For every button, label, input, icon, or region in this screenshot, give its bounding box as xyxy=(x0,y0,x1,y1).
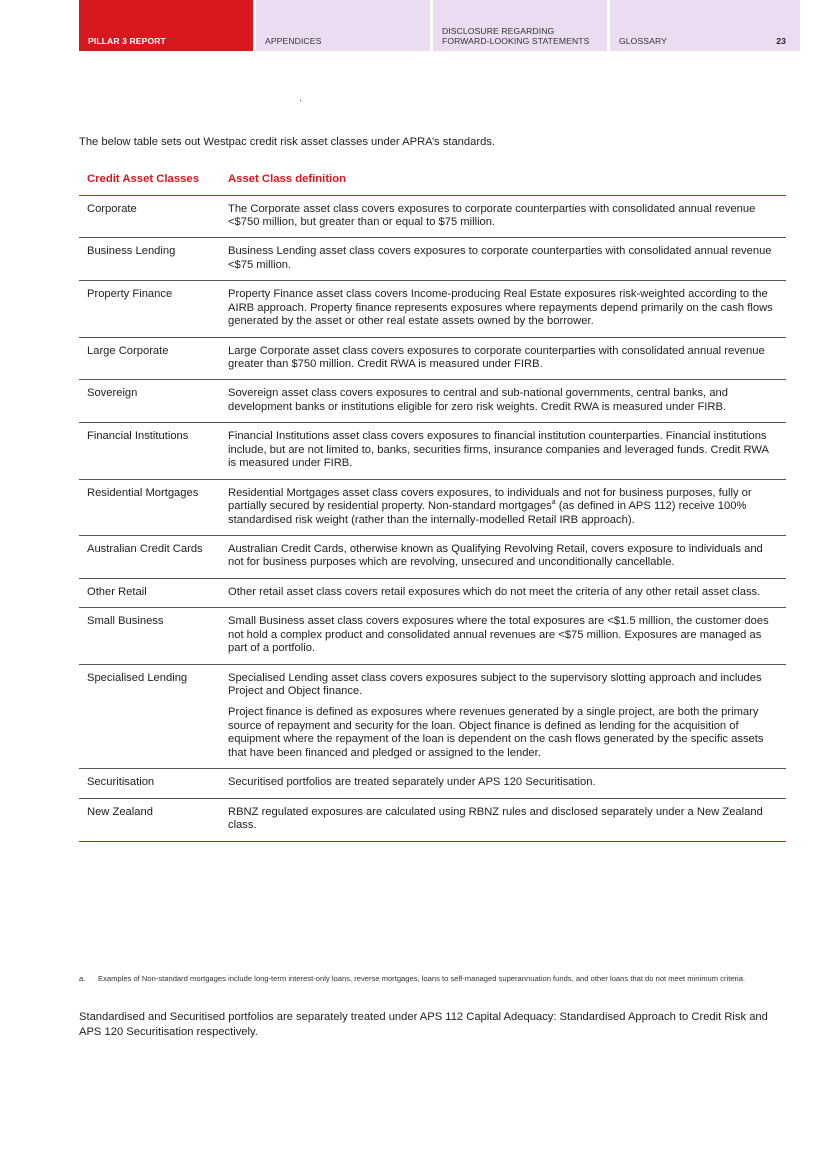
closing-paragraph: Standardised and Securitised portfolios are separately treated under APS 112 Capital Adequacy: Standardised Approach to Credit Risk and APS 120 Securitisation respectively. xyxy=(79,1011,768,1038)
definition-paragraph xyxy=(228,245,778,272)
asset-class-definition xyxy=(220,281,786,337)
definition-paragraph xyxy=(228,706,778,760)
column-header-classes: Credit Asset Classes xyxy=(79,168,220,195)
asset-class-definition xyxy=(220,535,786,578)
asset-class-name: Business Lending xyxy=(79,238,220,281)
definition-paragraph xyxy=(228,487,778,527)
tab-label: APPENDICES xyxy=(265,36,322,47)
footnote xyxy=(79,974,789,983)
asset-class-name: New Zealand xyxy=(79,798,220,841)
asset-class-name: Australian Credit Cards xyxy=(79,535,220,578)
definition-paragraph xyxy=(228,586,778,599)
asset-class-name: Specialised Lending xyxy=(79,664,220,769)
asset-class-name: Financial Institutions xyxy=(79,423,220,479)
tab-pillar-3-report[interactable] xyxy=(79,0,253,51)
definition-text: RBNZ regulated exposures are calculated using RBNZ rules and disclosed separately under a New Zealand class. xyxy=(228,805,763,832)
asset-class-name: Sovereign xyxy=(79,380,220,423)
definition-text: Project finance is defined as exposures where revenues generated by a single project, are both the primary source of repayment and security for the loan. Object finance is defined as lending for the acquisition of equipment where the repayment of the loan is dependent on the cash flows generated by the specific assets that have been financed and pledged or assigned to the lender. xyxy=(228,706,764,759)
asset-class-definition xyxy=(220,238,786,281)
table-row xyxy=(79,423,786,479)
asset-class-definition xyxy=(220,380,786,423)
tab-forward-looking-statements[interactable] xyxy=(433,0,607,51)
definition-text: Specialised Lending asset class covers exposures subject to the supervisory slotting approach and includes Project and Object finance. xyxy=(228,671,762,698)
asset-class-definition xyxy=(220,664,786,769)
definition-text: Sovereign asset class covers exposures to central and sub-national governments, central banks, and development banks or institutions eligible for zero risk weights. Credit RWA is measured under FIRB. xyxy=(228,387,728,413)
definition-text: Small Business asset class covers exposures where the total exposures are <$1.5 million, the customer does not hold a complex product and consolidated annual revenues are <$75 million. Exposures are managed as part of a portfolio. xyxy=(228,615,769,655)
definition-paragraph xyxy=(228,387,778,414)
credit-asset-classes-table xyxy=(79,168,786,842)
footnote-reference: a xyxy=(551,499,556,507)
footnote-text: Examples of Non-standard mortgages include long-term interest-only loans, reverse mortgages, loans to self-managed superannuation funds, and other loans that do not meet minimum criteria. xyxy=(98,974,746,983)
table-row xyxy=(79,281,786,337)
definition-text: Securitised portfolios are treated separately under APS 120 Securitisation. xyxy=(228,776,596,789)
definition-paragraph xyxy=(228,615,778,655)
asset-class-definition xyxy=(220,195,786,238)
page-number: 23 xyxy=(776,36,786,47)
tab-glossary[interactable] xyxy=(610,0,800,51)
asset-class-name: Securitisation xyxy=(79,769,220,798)
table-row xyxy=(79,535,786,578)
definition-text: Financial Institutions asset class covers exposures to financial institution counterparties. Financial institutions include, but are not limited to, banks, securities firms, insurance companies and leveraged funds. Credit RWA is measured under FIRB. xyxy=(228,430,769,470)
table-row xyxy=(79,238,786,281)
asset-class-definition xyxy=(220,608,786,664)
definition-paragraph xyxy=(228,288,778,328)
tab-label: GLOSSARY xyxy=(619,36,667,47)
table-row xyxy=(79,195,786,238)
definition-text: Residential Mortgages asset class covers exposures, to individuals and not for business purposes, fully or partially secured by residential property. Non-standard mortgages xyxy=(228,486,752,513)
tab-appendices[interactable] xyxy=(256,0,430,51)
definition-paragraph xyxy=(228,776,778,789)
asset-class-name: Residential Mortgages xyxy=(79,479,220,535)
asset-class-name: Large Corporate xyxy=(79,337,220,380)
table-row xyxy=(79,479,786,535)
asset-class-name: Small Business xyxy=(79,608,220,664)
table-row xyxy=(79,798,786,841)
table-row xyxy=(79,664,786,769)
asset-class-name: Corporate xyxy=(79,195,220,238)
footnote-mark: a. xyxy=(79,974,86,983)
definition-text: Large Corporate asset class covers exposures to corporate counterparties with consolidated annual revenue greater than $750 million. Credit RWA is measured under FIRB. xyxy=(228,344,765,371)
tab-label: PILLAR 3 REPORT xyxy=(88,36,166,47)
table-row xyxy=(79,578,786,607)
definition-text: The Corporate asset class covers exposures to corporate counterparties with consolidated annual revenue <$750 million, but greater than or equal to $75 million. xyxy=(228,202,756,228)
table-row xyxy=(79,337,786,380)
asset-class-definition xyxy=(220,798,786,841)
stray-dot xyxy=(300,100,301,101)
table-header-row xyxy=(79,168,786,195)
definition-paragraph xyxy=(228,430,778,470)
definition-paragraph xyxy=(228,672,778,699)
asset-class-definition xyxy=(220,578,786,607)
tab-label: DISCLOSURE REGARDING FORWARD-LOOKING STATEMENTS xyxy=(442,26,590,47)
table-body xyxy=(79,195,786,841)
definition-paragraph xyxy=(228,345,778,372)
asset-class-definition xyxy=(220,423,786,479)
asset-class-definition xyxy=(220,337,786,380)
intro-text: The below table sets out Westpac credit risk asset classes under APRA’s standards. xyxy=(79,136,496,148)
asset-class-definition xyxy=(220,769,786,798)
column-header-definition: Asset Class definition xyxy=(220,168,786,195)
asset-class-name: Other Retail xyxy=(79,578,220,607)
definition-text: Property Finance asset class covers Income-producing Real Estate exposures risk-weighted according to the AIRB approach. Property finance represents exposures where repayments depend primarily on the cash flows generated by the asset or other real estate assets owned by the borrower. xyxy=(228,288,773,328)
table-row xyxy=(79,608,786,664)
definition-text: Business Lending asset class covers exposures to corporate counterparties with consolidated annual revenue <$75 million. xyxy=(228,245,772,271)
definition-text-continued: (as defined in APS 112) receive 100% standardised risk weight (rather than the internally-modelled Retail IRB approach). xyxy=(228,500,747,526)
definition-paragraph xyxy=(228,806,778,833)
definition-text: Other retail asset class covers retail exposures which do not meet the criteria of any other retail asset class. xyxy=(228,585,761,598)
table-row xyxy=(79,769,786,798)
asset-class-name: Property Finance xyxy=(79,281,220,337)
definition-paragraph xyxy=(228,203,778,230)
definition-paragraph xyxy=(228,543,778,570)
table-row xyxy=(79,380,786,423)
definition-text: Australian Credit Cards, otherwise known as Qualifying Revolving Retail, covers exposure to individuals and not for business purposes which are revolving, unsecured and unconditionally cancellable. xyxy=(228,542,763,569)
asset-class-definition xyxy=(220,479,786,535)
